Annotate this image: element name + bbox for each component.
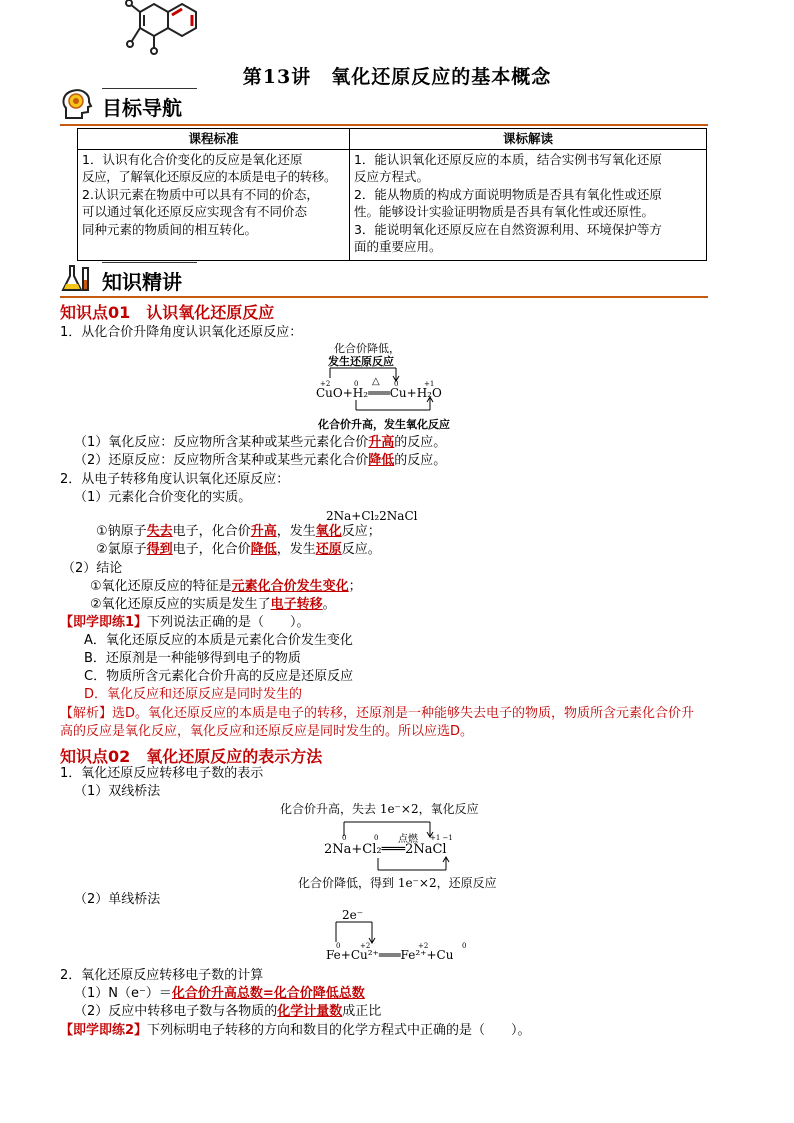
text-line: （2）结论 [62, 561, 123, 576]
oxidation-state: +1 −1 [430, 834, 453, 842]
equation: Fe+Cu²⁺═══Fe²⁺+Cu [326, 948, 454, 962]
table-line: 1．能认识氧化还原反应的本质，结合实例书写氧化还原 [353, 151, 662, 167]
double-bridge-diagram [280, 800, 520, 892]
naphthalene-logo-icon [118, 0, 198, 58]
curriculum-table [77, 128, 707, 261]
oxidation-state: 0 [342, 834, 347, 842]
table-line: 可以通过氧化还原反应实现含有不同价态 [82, 204, 308, 219]
oxidation-state: 0 [394, 380, 399, 388]
text-line: ①钠原子失去电子，化合价升高，发生氧化反应； [96, 524, 381, 539]
oxidation-state: +1 [424, 380, 435, 388]
table-header-cell: 课程标准 [78, 129, 350, 150]
key-term: 电子转移 [270, 597, 323, 612]
table-line: 面的重要应用。 [353, 239, 442, 254]
section-header-goals [60, 88, 706, 118]
diagram-label: 化合价降低， [334, 342, 400, 355]
key-term: 氧化 [315, 524, 342, 539]
key-term: 降低 [368, 453, 395, 468]
text-line: 1．氧化还原反应转移电子数的表示 [60, 766, 264, 781]
page-title: 第13讲 氧化还原反应的基本概念 [242, 66, 552, 88]
section-divider [60, 296, 708, 298]
equation: CuO+H₂═══Cu+H₂O [316, 386, 442, 400]
text-line: （1）N（e⁻）＝化合价升高总数=化合价降低总数 [74, 986, 365, 1001]
delta-symbol: △ [372, 376, 380, 387]
key-term: 化合价升高总数 [171, 986, 263, 1001]
oxidation-state: 0 [336, 942, 341, 950]
table-line: 1．认识有化合价变化的反应是氧化还原 [82, 151, 303, 167]
text-line: （2）单线桥法 [74, 892, 161, 907]
section-label: 目标导航 [102, 96, 182, 120]
section-header-knowledge [60, 262, 706, 292]
table-line: 反应，了解氧化还原反应的本质是电子的转移。 [82, 169, 337, 184]
choice-item: B．还原剂是一种能够得到电子的物质 [84, 651, 301, 666]
redox-diagram-cuo [312, 340, 472, 432]
oxidation-state: 0 [374, 834, 379, 842]
oxidation-state: +2 [360, 942, 371, 950]
section-divider [102, 262, 197, 263]
exercise-question: 【即学即练1】下列说法正确的是（ ）。 [60, 615, 310, 630]
section-divider [60, 124, 708, 126]
table-line: 2．能从物质的构成方面说明物质是否具有氧化性或还原 [353, 186, 662, 202]
section-divider [102, 88, 197, 89]
text-line: 1．从化合价升降角度认识氧化还原反应： [60, 325, 303, 340]
text-line: 2．从电子转移角度认识氧化还原反应： [60, 472, 290, 487]
text-line: ②氯原子得到电子，化合价降低，发生还原反应。 [96, 542, 381, 557]
key-term: 元素化合价发生变化 [231, 579, 349, 594]
table-line: 反应方程式。 [353, 169, 429, 184]
table-header-row [78, 129, 707, 150]
text-line: （1）氧化反应：反应物所含某种或某些元素化合价升高的反应。 [74, 435, 447, 450]
text-line: （2）还原反应：反应物所含某种或某些元素化合价降低的反应。 [74, 453, 447, 468]
knowledge-point-title: 知识点02 氧化还原反应的表示方法 [60, 747, 323, 766]
equation: 2Na+Cl₂═══2NaCl [324, 842, 447, 857]
single-bridge-diagram [326, 908, 486, 968]
key-term: 化合价降低总数 [273, 986, 365, 1001]
oxidation-state: 0 [354, 380, 359, 388]
reaction-condition: 点燃 [398, 834, 418, 845]
table-cell-interpretation [349, 149, 706, 260]
diagram-label: 2e⁻ [342, 908, 364, 922]
choice-item: D．氧化反应和还原反应是同时发生的 [84, 687, 303, 702]
key-term: 升高 [250, 524, 277, 539]
table-line: 性。能够设计实验证明物质是否具有氧化性或还原性。 [353, 204, 654, 219]
equation: 2Na+Cl₂2NaCl [326, 509, 418, 523]
exercise-tag: 【即学即练2】 [60, 1023, 148, 1038]
key-term: 升高 [368, 435, 395, 450]
choice-item: A．氧化还原反应的本质是元素化合价发生变化 [84, 633, 353, 648]
oxidation-state: +2 [320, 380, 331, 388]
key-term: 失去 [146, 524, 173, 539]
key-term: 得到 [146, 542, 173, 557]
oxidation-state: +2 [418, 942, 429, 950]
choice-item: C．物质所含元素化合价升高的反应是还原反应 [84, 669, 354, 684]
table-line: 3．能说明氧化还原反应在自然资源利用、环境保护等方 [353, 221, 662, 237]
flask-icon [60, 262, 94, 294]
oxidation-state: 0 [462, 942, 467, 950]
table-header-cell: 课标解读 [349, 129, 706, 150]
exercise-question: 【即学即练2】下列标明电子转移的方向和数目的化学方程式中正确的是（ ）。 [60, 1023, 531, 1038]
text-line: （1）元素化合价变化的实质。 [74, 490, 252, 505]
brain-head-icon [60, 88, 94, 120]
table-row [78, 149, 707, 260]
table-cell-standards [78, 149, 350, 260]
diagram-label: 化合价降低，得到 1e⁻×2，还原反应 [298, 876, 497, 890]
text-line: （1）双线桥法 [74, 784, 161, 799]
analysis-text: 【解析】选D。氧化还原反应的本质是电子的转移，还原剂是一种能够失去电子的物质，物质所含元素化合价升 [60, 706, 695, 721]
text-line: ②氧化还原反应的实质是发生了电子转移。 [90, 597, 336, 612]
exercise-tag: 【即学即练1】 [60, 615, 148, 630]
analysis-text: 高的反应是氧化反应，氧化反应和还原反应是同时发生的。所以应选D。 [60, 724, 474, 739]
diagram-label: 化合价升高，失去 1e⁻×2，氧化反应 [280, 802, 479, 816]
table-line: 2.认识元素在物质中可以具有不同的价态， [82, 186, 319, 202]
section-label: 知识精讲 [102, 270, 182, 294]
table-line: 同种元素的物质间的相互转化。 [82, 221, 258, 237]
text-line: 2．氧化还原反应转移电子数的计算 [60, 968, 264, 983]
key-term: 化学计量数 [277, 1004, 343, 1019]
key-term: 降低 [250, 542, 277, 557]
diagram-label: 发生还原反应 [328, 355, 394, 368]
diagram-label: 化合价升高，发生氧化反应 [318, 418, 450, 431]
key-term: 还原 [315, 542, 342, 557]
text-line: （2）反应中转移电子数与各物质的化学计量数成正比 [74, 1004, 382, 1019]
knowledge-point-title: 知识点01 认识氧化还原反应 [60, 303, 275, 322]
text-line: ①氧化还原反应的特征是元素化合价发生变化； [90, 579, 362, 594]
